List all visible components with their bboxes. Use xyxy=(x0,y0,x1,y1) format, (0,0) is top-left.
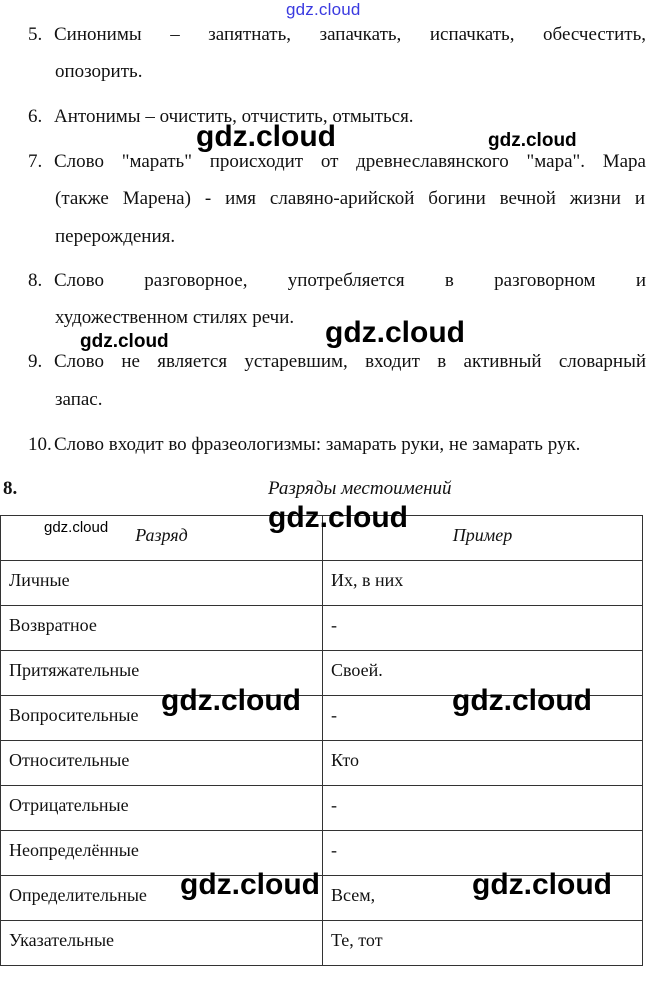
watermark: gdz.cloud xyxy=(325,316,465,349)
watermark: gdz.cloud xyxy=(268,501,408,534)
list-item-text: Слово "марать" происходит от древнеславянского "мара". Мара xyxy=(54,151,646,172)
list-item-5-cont: опозорить. xyxy=(55,61,143,82)
table-cell: - xyxy=(323,831,643,876)
list-item-number: 6. xyxy=(28,106,43,127)
table-cell: Отрицательные xyxy=(1,786,323,831)
table-header-example: Пример xyxy=(323,516,643,561)
table-cell: Неопределённые xyxy=(1,831,323,876)
watermark: gdz.cloud xyxy=(44,519,109,536)
watermark: gdz.cloud xyxy=(80,331,169,352)
table-row xyxy=(1,561,643,606)
table-cell: - xyxy=(323,606,643,651)
table-cell: Те, тот xyxy=(323,921,643,966)
list-item-number: 9. xyxy=(28,351,43,372)
watermark-top: gdz.cloud xyxy=(286,0,361,19)
watermark: gdz.cloud xyxy=(180,868,320,901)
list-item-text: Антонимы – очистить, отчистить, отмыться. xyxy=(54,106,414,127)
table-cell: Кто xyxy=(323,741,643,786)
watermark: gdz.cloud xyxy=(196,120,336,153)
table-cell: - xyxy=(323,696,643,741)
section-title: Разряды местоимений xyxy=(268,478,452,499)
table-cell: - xyxy=(323,786,643,831)
table-header-category: Разряд xyxy=(1,516,323,561)
watermark: gdz.cloud xyxy=(472,868,612,901)
list-item-number: 7. xyxy=(28,151,43,172)
list-item-text: Слово не является устаревшим, входит в активный словарный xyxy=(54,351,646,372)
watermark: gdz.cloud xyxy=(452,684,592,717)
list-item-8-cont: художественном стилях речи. xyxy=(55,307,295,328)
list-item-5 xyxy=(28,16,646,53)
list-item-text: Слово разговорное, употребляется в разговорном и xyxy=(54,270,646,291)
table-row xyxy=(1,606,643,651)
table-cell: Их, в них xyxy=(323,561,643,606)
list-item-number: 8. xyxy=(28,270,43,291)
table-cell: Вопросительные xyxy=(1,696,323,741)
table-cell: Притяжательные xyxy=(1,651,323,696)
list-item-text: Синонимы – запятнать, запачкать, испачкать, обесчестить, xyxy=(54,24,646,45)
section-number: 8. xyxy=(3,478,18,499)
list-item-9-cont: запас. xyxy=(55,389,103,410)
list-item-10 xyxy=(28,426,580,463)
watermark: gdz.cloud xyxy=(488,130,577,151)
list-item-text: Слово входит во фразеологизмы: замарать руки, не замарать рук. xyxy=(54,434,581,455)
table-row xyxy=(1,741,643,786)
table-cell: Личные xyxy=(1,561,323,606)
table-cell: Определительные xyxy=(1,876,323,921)
list-item-number: 5. xyxy=(28,24,43,45)
watermark: gdz.cloud xyxy=(161,684,301,717)
table-row xyxy=(1,921,643,966)
list-item-7-cont2: перерождения. xyxy=(55,226,176,247)
table-cell: Указательные xyxy=(1,921,323,966)
list-item-7-cont: (также Марена) - имя славяно-арийской богини вечной жизни и xyxy=(55,188,645,209)
table-cell: Своей. xyxy=(323,651,643,696)
table-cell: Всем, xyxy=(323,876,643,921)
list-item-number: 10. xyxy=(28,434,52,455)
table-row xyxy=(1,786,643,831)
list-item-8 xyxy=(28,262,646,299)
table-cell: Относительные xyxy=(1,741,323,786)
table-cell: Возвратное xyxy=(1,606,323,651)
